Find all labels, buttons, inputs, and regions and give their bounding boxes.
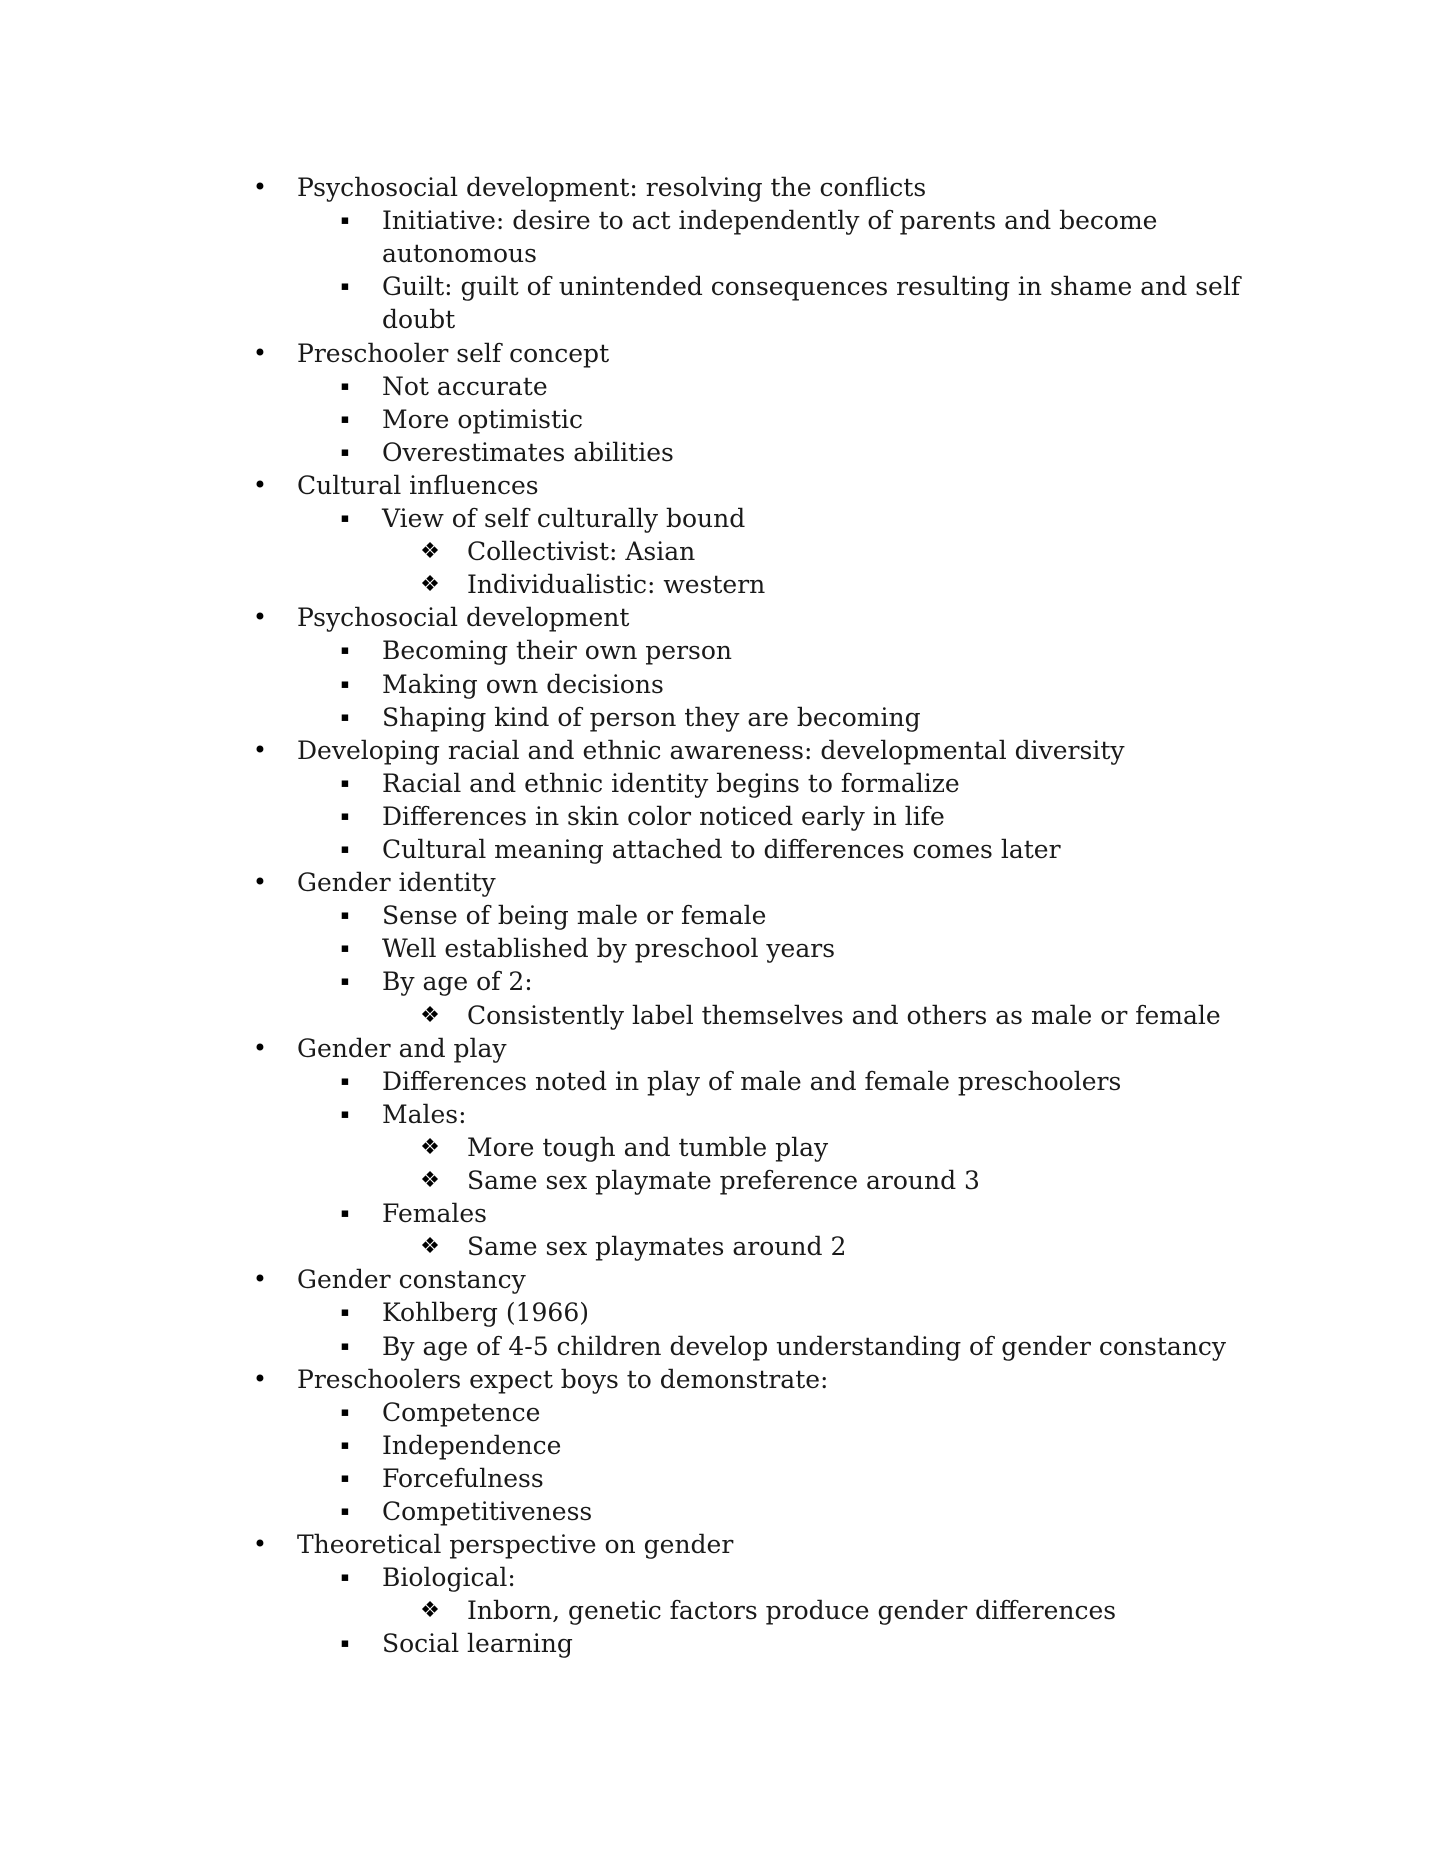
bullet-square-icon: ▪ [340, 1339, 350, 1354]
outline-item-level-1 [0, 601, 1456, 634]
outline-item-level-1 [0, 734, 1456, 767]
bullet-square-icon: ▪ [340, 1305, 350, 1320]
outline-item-text: Biological: [382, 1563, 516, 1592]
bullet-square-icon: ▪ [340, 1471, 350, 1486]
outline-item-text: Individualistic: western [467, 570, 766, 599]
outline-item-level-2 [0, 204, 1456, 237]
bullet-disc-icon: • [252, 868, 268, 896]
outline-item-text: Preschoolers expect boys to demonstrate: [297, 1365, 829, 1394]
outline-item-level-1 [0, 866, 1456, 899]
outline-item-level-2 [0, 1396, 1456, 1429]
outline-item-level-2 [0, 370, 1456, 403]
outline-item-text: doubt [382, 305, 456, 334]
outline-item-text: Same sex playmates around 2 [467, 1232, 847, 1261]
outline-item-text: Racial and ethnic identity begins to formalize [382, 769, 960, 798]
bullet-diamond-icon: ❖ [420, 1234, 440, 1259]
outline-item-level-2 [0, 1627, 1456, 1660]
bullet-disc-icon: • [252, 1365, 268, 1393]
bullet-square-icon: ▪ [340, 908, 350, 923]
outline-item-text: More optimistic [382, 405, 584, 434]
bullet-square-icon: ▪ [340, 842, 350, 857]
bullet-square-icon: ▪ [340, 511, 350, 526]
outline-item-text: Consistently label themselves and others as male or female [467, 1001, 1221, 1030]
bullet-square-icon: ▪ [340, 1570, 350, 1585]
outline-item-level-1 [0, 1032, 1456, 1065]
bullet-square-icon: ▪ [340, 1438, 350, 1453]
outline-item-level-1 [0, 171, 1456, 204]
bullet-disc-icon: • [252, 471, 268, 499]
outline-item-level-2 [0, 1065, 1456, 1098]
bullet-square-icon: ▪ [340, 1074, 350, 1089]
outline-continuation [0, 237, 1456, 270]
outline-item-text: Social learning [382, 1629, 573, 1658]
outline-item-text: Males: [382, 1100, 467, 1129]
bullet-square-icon: ▪ [340, 710, 350, 725]
bullet-diamond-icon: ❖ [420, 1135, 440, 1160]
outline-item-text: Well established by preschool years [382, 934, 836, 963]
bullet-diamond-icon: ❖ [420, 1003, 440, 1028]
outline-item-text: Gender constancy [297, 1265, 526, 1294]
outline-item-level-2 [0, 436, 1456, 469]
outline-item-text: Becoming their own person [382, 636, 733, 665]
bullet-square-icon: ▪ [340, 677, 350, 692]
outline-continuation [0, 303, 1456, 336]
outline-item-text: Gender identity [297, 868, 496, 897]
outline-item-level-2 [0, 965, 1456, 998]
outline-item-level-3 [0, 568, 1456, 601]
outline-item-level-2 [0, 1098, 1456, 1131]
outline-item-level-2 [0, 1330, 1456, 1363]
outline-item-text: Competence [382, 1398, 541, 1427]
outline-item-text: More tough and tumble play [467, 1133, 829, 1162]
bullet-square-icon: ▪ [340, 1107, 350, 1122]
bullet-diamond-icon: ❖ [420, 1598, 440, 1623]
outline-item-level-3 [0, 999, 1456, 1032]
bullet-disc-icon: • [252, 339, 268, 367]
outline-item-text: Kohlberg (1966) [382, 1298, 589, 1327]
outline-item-text: Gender and play [297, 1034, 507, 1063]
outline-item-text: Same sex playmate preference around 3 [467, 1166, 980, 1195]
outline-item-text: Initiative: desire to act independently of parents and become [382, 206, 1158, 235]
outline-item-text: Competitiveness [382, 1497, 593, 1526]
outline-item-text: autonomous [382, 239, 537, 268]
outline-item-text: Making own decisions [382, 670, 664, 699]
bullet-square-icon: ▪ [340, 974, 350, 989]
outline-item-text: Psychosocial development [297, 603, 630, 632]
outline-item-text: By age of 2: [382, 967, 533, 996]
bullet-disc-icon: • [252, 173, 268, 201]
outline-item-text: Guilt: guilt of unintended consequences resulting in shame and self [382, 272, 1241, 301]
bullet-diamond-icon: ❖ [420, 1168, 440, 1193]
outline-item-level-2 [0, 1495, 1456, 1528]
outline-item-level-2 [0, 668, 1456, 701]
outline-item-text: By age of 4-5 children develop understanding of gender constancy [382, 1332, 1227, 1361]
outline-item-text: Cultural influences [297, 471, 539, 500]
outline-item-level-3 [0, 1164, 1456, 1197]
outline-item-level-2 [0, 634, 1456, 667]
bullet-diamond-icon: ❖ [420, 572, 440, 597]
outline-item-level-1 [0, 469, 1456, 502]
outline-item-text: Sense of being male or female [382, 901, 767, 930]
outline-item-text: Shaping kind of person they are becoming [382, 703, 921, 732]
bullet-square-icon: ▪ [340, 445, 350, 460]
bullet-square-icon: ▪ [340, 1504, 350, 1519]
outline-item-level-2 [0, 800, 1456, 833]
outline-item-level-2 [0, 1561, 1456, 1594]
outline-item-text: Not accurate [382, 372, 548, 401]
bullet-disc-icon: • [252, 1265, 268, 1293]
bullet-square-icon: ▪ [340, 643, 350, 658]
outline-item-text: Cultural meaning attached to differences comes later [382, 835, 1061, 864]
outline-item-level-2 [0, 833, 1456, 866]
outline-item-level-1 [0, 1528, 1456, 1561]
bullet-disc-icon: • [252, 1530, 268, 1558]
outline-item-level-2 [0, 1296, 1456, 1329]
bullet-square-icon: ▪ [340, 1636, 350, 1651]
outline-item-text: Overestimates abilities [382, 438, 674, 467]
outline-item-level-3 [0, 535, 1456, 568]
bullet-diamond-icon: ❖ [420, 539, 440, 564]
outline-item-text: Preschooler self concept [297, 339, 610, 368]
outline-item-level-2 [0, 767, 1456, 800]
outline-item-level-3 [0, 1230, 1456, 1263]
outline-item-text: Psychosocial development: resolving the conflicts [297, 173, 927, 202]
outline-item-text: Differences in skin color noticed early in life [382, 802, 945, 831]
bullet-square-icon: ▪ [340, 379, 350, 394]
outline-item-level-2 [0, 1197, 1456, 1230]
bullet-disc-icon: • [252, 1034, 268, 1062]
outline-item-level-2 [0, 932, 1456, 965]
outline-item-level-1 [0, 1263, 1456, 1296]
outline-item-level-3 [0, 1594, 1456, 1627]
bullet-disc-icon: • [252, 603, 268, 631]
outline-item-text: Developing racial and ethnic awareness: developmental diversity [297, 736, 1125, 765]
outline-item-text: Independence [382, 1431, 562, 1460]
outline-item-level-2 [0, 403, 1456, 436]
bullet-disc-icon: • [252, 736, 268, 764]
outline-item-level-2 [0, 899, 1456, 932]
bullet-square-icon: ▪ [340, 809, 350, 824]
outline-item-text: View of self culturally bound [382, 504, 746, 533]
outline-item-level-2 [0, 701, 1456, 734]
outline-item-level-3 [0, 1131, 1456, 1164]
outline-item-text: Forcefulness [382, 1464, 544, 1493]
outline-item-level-2 [0, 502, 1456, 535]
outline-item-text: Theoretical perspective on gender [297, 1530, 734, 1559]
outline-item-text: Collectivist: Asian [467, 537, 696, 566]
bullet-square-icon: ▪ [340, 941, 350, 956]
bullet-square-icon: ▪ [340, 412, 350, 427]
outline-item-level-2 [0, 1462, 1456, 1495]
outline-item-text: Inborn, genetic factors produce gender differences [467, 1596, 1117, 1625]
bullet-square-icon: ▪ [340, 776, 350, 791]
outline-item-text: Females [382, 1199, 488, 1228]
outline-item-level-2 [0, 1429, 1456, 1462]
bullet-square-icon: ▪ [340, 279, 350, 294]
bullet-square-icon: ▪ [340, 1405, 350, 1420]
bullet-square-icon: ▪ [340, 1206, 350, 1221]
outline-item-level-1 [0, 337, 1456, 370]
outline-item-level-1 [0, 1363, 1456, 1396]
outline-item-level-2 [0, 270, 1456, 303]
bullet-square-icon: ▪ [340, 213, 350, 228]
outline-item-text: Differences noted in play of male and female preschoolers [382, 1067, 1122, 1096]
